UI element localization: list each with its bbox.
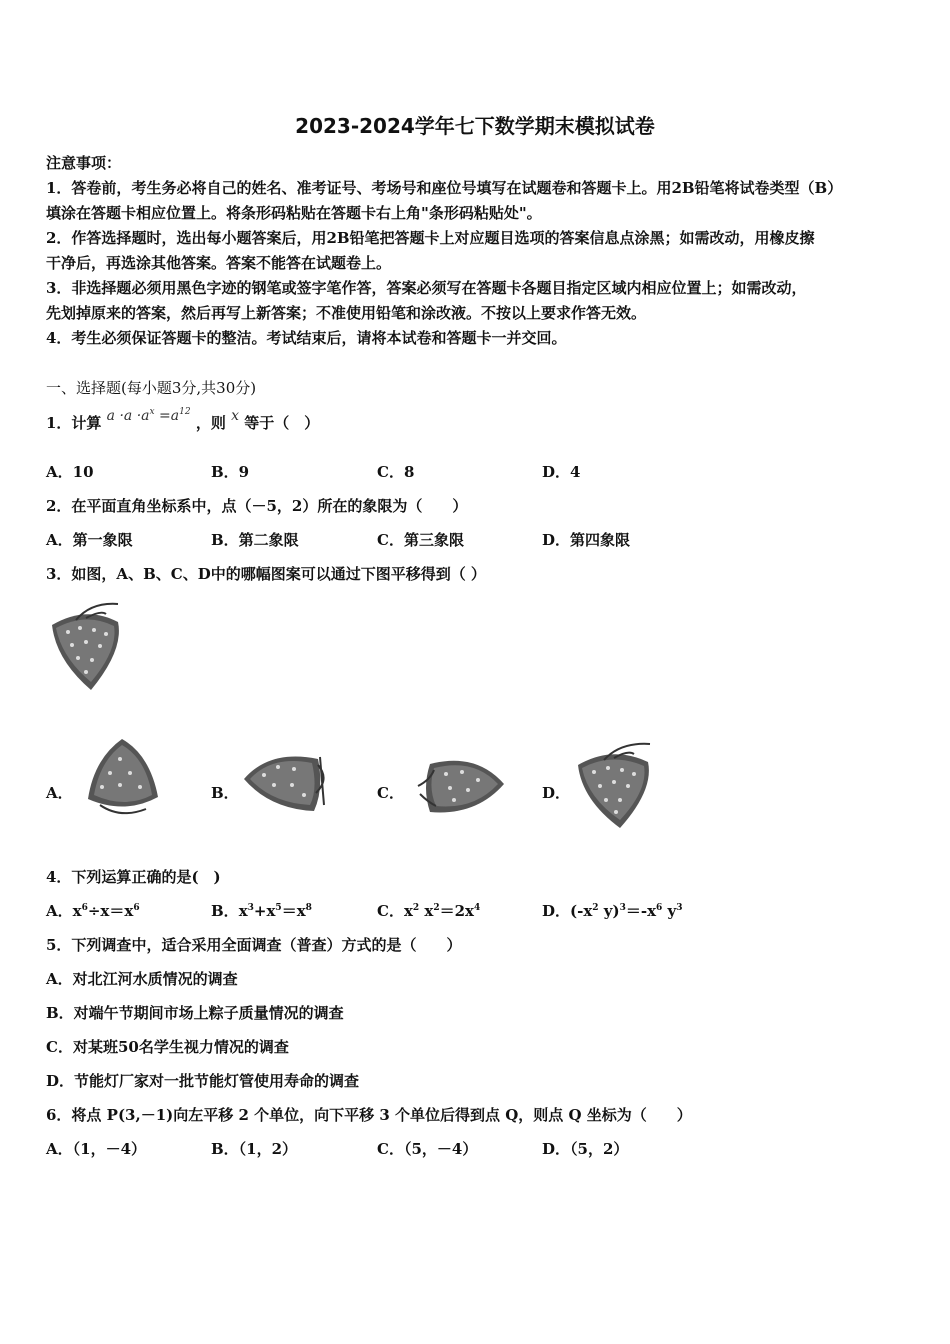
q1-prefix: 1．计算 xyxy=(46,414,102,432)
notice-line: 1．答卷前，考生务必将自己的姓名、准考证号、考场号和座位号填写在试题卷和答题卡上。用2B铅笔将试卷类型（B） xyxy=(46,179,843,197)
question-5: 5．下列调查中，适合采用全面调查（普查）方式的是（ ） xyxy=(46,936,462,954)
q1-variable: x xyxy=(231,408,239,424)
q2-option-c: C．第三象限 xyxy=(377,531,464,549)
q1-option-b: B．9 xyxy=(211,463,250,481)
question-1 xyxy=(46,407,320,433)
strawberry-option-c-image xyxy=(410,750,510,825)
notice-line: 3．非选择题必须用黑色字迹的钢笔或签字笔作答，答案必须写在答题卡各题目指定区域内相应位置上；如需改动， xyxy=(46,279,807,297)
q4-option-a: A．$x^6\div x=x^6$ xyxy=(46,902,140,920)
q2-option-d: D．第四象限 xyxy=(542,531,631,549)
q6-option-a: A．（1，－4） xyxy=(46,1140,147,1158)
question-6: 6．将点 P(3,－1)向左平移 2 个单位，向下平移 3 个单位后得到点 Q，则点 Q 坐标为（ ） xyxy=(46,1106,692,1124)
notice-line: 填涂在答题卡相应位置上。将条形码粘贴在答题卡右上角"条形码粘贴处"。 xyxy=(46,204,542,222)
notice-line: 干净后，再选涂其他答案。答案不能答在试题卷上。 xyxy=(46,254,392,272)
q1-mid: ，则 xyxy=(195,414,226,432)
question-2: 2．在平面直角坐标系中，点（－5，2）所在的象限为（ ） xyxy=(46,497,468,515)
q5-option-a: A．对北江河水质情况的调查 xyxy=(46,970,238,988)
notice-heading: 注意事项： xyxy=(46,154,122,172)
page-title: 2023-2024学年七下数学期末模拟试卷 xyxy=(295,114,655,138)
q5-option-d: D．节能灯厂家对一批节能灯管使用寿命的调查 xyxy=(46,1072,360,1090)
question-3: 3．如图，A、B、C、D中的哪幅图案可以通过下图平移得到（ ） xyxy=(46,565,486,583)
q2-option-b: B．第二象限 xyxy=(211,531,299,549)
q5-option-c: C．对某班50名学生视力情况的调查 xyxy=(46,1038,289,1056)
strawberry-option-b-image xyxy=(240,745,335,820)
q3-label-a: A． xyxy=(46,784,73,802)
q5-option-b: B．对端午节期间市场上粽子质量情况的调查 xyxy=(46,1004,344,1022)
q3-label-d: D． xyxy=(542,784,571,802)
q1-option-a: A．10 xyxy=(46,463,94,481)
notice-line: 2．作答选择题时，选出每小题答案后，用2B铅笔把答题卡上对应题目选项的答案信息点涂黑；如需改动，用橡皮擦 xyxy=(46,229,815,247)
q4-option-c: C．$x^2$ $x^2=2x^4$ xyxy=(377,902,481,920)
q6-option-c: C．（5，－4） xyxy=(377,1140,478,1158)
q1-option-d: D．4 xyxy=(542,463,581,481)
q1-suffix: 等于（ ） xyxy=(244,414,320,432)
notice-line: 先划掉原来的答案，然后再写上新答案；不准使用铅笔和涂改液。不按以上要求作答无效。 xyxy=(46,304,647,322)
strawberry-option-a-image xyxy=(80,735,165,825)
q4-option-b: B．$x^3+x^5=x^8$ xyxy=(211,902,312,920)
q4-option-d: D．($-x^2$ $y)^3=-x^6$ $y^3$ xyxy=(542,902,683,920)
section-heading: 一、选择题(每小题3分,共30分) xyxy=(46,379,257,397)
strawberry-option-d-image xyxy=(572,740,657,832)
notice-line: 4．考生必须保证答题卡的整洁。考试结束后，请将本试卷和答题卡一并交回。 xyxy=(46,329,567,347)
q3-label-b: B． xyxy=(211,784,239,802)
strawberry-reference-image xyxy=(46,600,126,695)
question-4: 4．下列运算正确的是( ) xyxy=(46,868,221,886)
q3-label-c: C． xyxy=(377,784,404,802)
q2-option-a: A．第一象限 xyxy=(46,531,133,549)
q1-option-c: C．8 xyxy=(377,463,415,481)
q1-expression: $a \cdot a \cdot a^x =a^{12}$ xyxy=(106,407,191,424)
q6-option-d: D．（5，2） xyxy=(542,1140,629,1158)
q6-option-b: B．（1，2） xyxy=(211,1140,298,1158)
